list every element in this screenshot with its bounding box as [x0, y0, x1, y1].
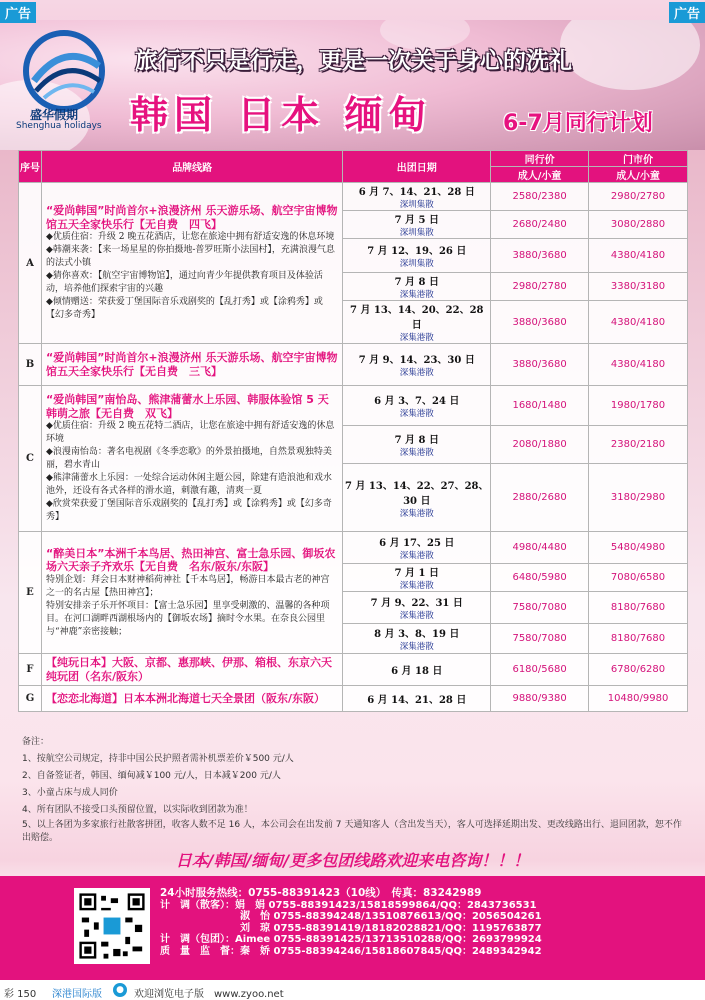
table-row: [19, 344, 688, 386]
header-no: 序号: [19, 151, 42, 183]
peer-price: 3880/3680: [491, 301, 589, 344]
route-description: [41, 532, 342, 654]
route-title: 【恋恋北海道】日本本洲北海道七天全景团（阪东/东阪）: [45, 691, 325, 705]
contact-line: 计 调（散客）：娟 娟 0755-88391423/15818599864/QQ：2843736531: [160, 899, 537, 911]
route-highlight: ◆倾情赠送：荣获爱丁堡国际音乐戏剧奖的【乱打秀】或【涂鸦秀】或【幻多奇秀】: [45, 297, 323, 320]
notes-title: 备注：: [22, 737, 50, 747]
hotline: 24小时服务热线：0755-88391423（10线） 传真：83242989: [160, 887, 482, 899]
departure-port: 深集港散: [399, 551, 434, 561]
table-row: [19, 654, 688, 686]
route-highlight: ◆熊津蒲蕾水上乐园：一处综合运动休闲主题公园，除建有造浪池和戏水池外，还设有各式各样的滑水道，刺激有趣，清爽一夏: [45, 473, 332, 496]
departure-port: 深集港散: [399, 642, 434, 652]
departure-date-cell: [343, 386, 491, 426]
departure-date-cell: [343, 624, 491, 654]
group-id: C: [19, 386, 42, 532]
route-highlight: ◆猜你喜欢：【航空宇宙博物馆】，通过向青少年提供教育项目及体验活动，培养他们探索宇宙的兴趣: [45, 271, 323, 294]
route-description: [41, 183, 342, 344]
globe-icon: ●: [113, 983, 127, 997]
departure-dates: 7 月 5 日: [394, 215, 439, 226]
header-date: 出团日期: [343, 151, 491, 183]
departure-port: 深集港散: [399, 611, 434, 621]
departure-date-cell: [343, 592, 491, 624]
brand-name: 盛华假期: [30, 108, 79, 122]
departure-date-cell: [343, 273, 491, 301]
departure-dates: 7 月 1 日: [394, 568, 439, 579]
peer-price: 2980/2780: [491, 273, 589, 301]
header-route: 品牌线路: [41, 151, 342, 183]
peer-price: 7580/7080: [491, 592, 589, 624]
retail-price: 4380/4180: [589, 239, 688, 273]
page-title: 韩国 日本 缅甸: [130, 93, 433, 137]
itinerary-table: [18, 150, 688, 712]
route-highlight: ◆韩潮来袭：【来一场星星的你拍摄地-普罗旺斯小法国村】，充满浪漫气息的法式小镇: [45, 245, 335, 268]
peer-price: 2880/2680: [491, 464, 589, 532]
table-row: [19, 386, 688, 426]
departure-dates: 7 月 12、19、26 日: [367, 246, 467, 257]
header-peer-sub: 成人/小童: [491, 167, 589, 183]
departure-dates: 6 月 14、21、28 日: [367, 695, 467, 706]
peer-price: 1680/1480: [491, 386, 589, 426]
departure-port: 深集港散: [399, 448, 434, 458]
route-title: “醉美日本”本洲千本鸟居、热田神宫、富士急乐园、御坂农场六天亲子齐欢乐【无自费 名东/阪东/东阪】: [45, 546, 336, 573]
route-title: 【纯玩日本】大阪、京都、惠那峡、伊那、箱根、东京六天纯玩团（名东/阪东）: [45, 656, 332, 683]
departure-port: 深圳集散: [399, 228, 434, 238]
brand-name-en: Shenghua holidays: [16, 121, 102, 131]
retail-price: 7080/6580: [589, 564, 688, 592]
slogan: 旅行不只是行走，更是一次关于身心的洗礼: [135, 48, 572, 74]
departure-date-cell: [343, 686, 491, 712]
note-item: 3、小童占床与成人同价: [22, 788, 118, 798]
peer-price: 2680/2480: [491, 211, 589, 239]
group-id: A: [19, 183, 42, 344]
retail-price: 2380/2180: [589, 426, 688, 464]
departure-dates: 7 月 8 日: [394, 277, 439, 288]
itinerary-rows: [19, 183, 688, 712]
call-to-action: 日本/韩国/缅甸/更多包团线路欢迎来电咨询！！！: [175, 851, 530, 870]
route-title: “爱尚韩国”时尚首尔+浪漫济州 乐天游乐场、航空宇宙博物馆五天全家快乐行【无自费 四飞】: [45, 204, 338, 231]
peer-price: 2080/1880: [491, 426, 589, 464]
group-id: F: [19, 654, 42, 686]
qr-code-icon: [74, 888, 150, 964]
departure-date-cell: [343, 564, 491, 592]
departure-dates: 7 月 9、14、23、30 日: [358, 355, 475, 366]
group-id: G: [19, 686, 42, 712]
departure-date-cell: [343, 532, 491, 564]
departure-date-cell: [343, 301, 491, 344]
table-row: [19, 532, 688, 564]
peer-price: 6480/5980: [491, 564, 589, 592]
departure-dates: 6 月 18 日: [391, 666, 443, 677]
contact-line: 质 量 监 督：秦 娇 0755-88394246/15818607845/QQ：2489342942: [160, 945, 542, 957]
departure-port: 深集港散: [399, 409, 434, 419]
departure-date-cell: [343, 211, 491, 239]
departure-dates: 7 月 13、14、20、22、28 日: [350, 305, 484, 331]
retail-price: 3180/2980: [589, 464, 688, 532]
peer-price: 7580/7080: [491, 624, 589, 654]
contact-line: 刘 琼 0755-88391419/18182028821/QQ：1195763877: [160, 922, 542, 934]
retail-price: 2980/2780: [589, 183, 688, 211]
retail-price: 10480/9980: [589, 686, 688, 712]
departure-port: 深集港散: [399, 290, 434, 300]
header-retail-sub: 成人/小童: [589, 167, 688, 183]
route-highlight: 特别安排亲子乐开怀项目：【富士急乐园】里享受刺激的、温馨的各种项目。在河口湖畔西湖根场内的【御坂农场】摘时令水果。在奈良公园里与“神鹿”亲密接触；: [45, 600, 330, 637]
edition-name: 深港国际版: [52, 989, 102, 1000]
note-item: 4、所有团队不接受口头预留位置，以实际收到团款为准！: [22, 805, 253, 815]
departure-dates: 8 月 3、8、19 日: [374, 629, 460, 640]
page-number: 彩 150: [4, 989, 37, 1000]
note-item: 5、以上各团为多家旅行社散客拼团，收客人数不足 16 人，本公司会在出发前 7 天通知客人（含出发当天），客人可选择延期出发、更改线路出行、退回团款，恕不作出赔偿。: [22, 820, 682, 843]
header-retail-price: 门市价: [589, 151, 688, 167]
route-highlight: ◆浪漫南怡岛：著名电视剧《冬季恋歌》的外景拍摄地，自然景观独特美丽，碧水青山: [45, 447, 332, 470]
page-subtitle: 6-7月同行计划: [503, 111, 653, 136]
departure-dates: 6 月 17、25 日: [379, 538, 455, 549]
retail-price: 3080/2880: [589, 211, 688, 239]
bottom-bar: [0, 982, 705, 1000]
route-highlight: ◆欣赏荣获爱丁堡国际音乐戏剧奖的【乱打秀】或【涂鸦秀】或【幻多奇秀】: [45, 499, 332, 522]
departure-port: 深圳集散: [399, 200, 434, 210]
retail-price: 8180/7680: [589, 624, 688, 654]
retail-price: 5480/4980: [589, 532, 688, 564]
route-highlight: 特别企划：拜会日本财神稻荷神社【千本鸟居】，畅游日本最古老的神宫之一的名古屋【热田神宫】；: [45, 574, 330, 598]
departure-port: 深集港散: [399, 508, 434, 519]
contact-line: 淑 怡 0755-88394248/13510876613/QQ：2056504261: [160, 911, 542, 923]
departure-date-cell: [343, 183, 491, 211]
retail-price: 4380/4180: [589, 344, 688, 386]
departure-date-cell: [343, 239, 491, 273]
header-banner: [0, 20, 705, 150]
route-description: [41, 654, 342, 686]
contact-list: [160, 888, 700, 958]
route-title: “爱尚韩国”时尚首尔+浪漫济州 乐天游乐场、航空宇宙博物馆五天全家快乐行【无自费 三飞】: [45, 351, 338, 378]
ad-label-right: 广告: [669, 2, 705, 23]
departure-dates: 7 月 9、22、31 日: [370, 598, 463, 609]
departure-dates: 7 月 8 日: [394, 435, 439, 446]
notes: [22, 734, 682, 845]
peer-price: 9880/9380: [491, 686, 589, 712]
ad-label-left: 广告: [0, 2, 36, 23]
departure-dates: 7 月 13、14、22、27、28、30 日: [345, 480, 489, 507]
departure-date-cell: [343, 464, 491, 532]
departure-date-cell: [343, 426, 491, 464]
retail-price: 1980/1780: [589, 386, 688, 426]
route-description: [41, 344, 342, 386]
retail-price: 6780/6280: [589, 654, 688, 686]
table-row: [19, 686, 688, 712]
retail-price: 4380/4180: [589, 301, 688, 344]
departure-dates: 6 月 7、14、21、28 日: [358, 187, 475, 198]
route-title: “爱尚韩国”南怡岛、熊津蒲蕾水上乐园、韩服体验馆 5 天韩萌之旅【无自费 双飞】: [45, 393, 329, 420]
departure-date-cell: [343, 654, 491, 686]
route-description: [41, 686, 342, 712]
peer-price: 2580/2380: [491, 183, 589, 211]
note-item: 2、自备签证者，韩国、缅甸减￥100 元/人，日本减￥200 元/人: [22, 771, 281, 781]
departure-port: 深圳集散: [399, 259, 434, 269]
note-item: 1、按航空公司规定，持非中国公民护照者需补机票差价￥500 元/人: [22, 754, 294, 764]
peer-price: 3880/3680: [491, 239, 589, 273]
peer-price: 4980/4480: [491, 532, 589, 564]
table-row: [19, 183, 688, 211]
contact-line: 计 调（包团）：Aimee 0755-88391425/13713510288/QQ：2693799924: [160, 934, 542, 946]
route-highlight: ◆优质住宿：升级 2 晚五花特二酒店，让您在旅途中拥有舒适安逸的休息环境: [45, 421, 335, 444]
group-id: B: [19, 344, 42, 386]
header-peer-price: 同行价: [491, 151, 589, 167]
group-id: E: [19, 532, 42, 654]
route-description: [41, 386, 342, 532]
peer-price: 6180/5680: [491, 654, 589, 686]
departure-dates: 6 月 3、7、24 日: [374, 396, 460, 407]
departure-port: 深集港散: [399, 333, 434, 343]
peer-price: 3880/3680: [491, 344, 589, 386]
retail-price: 8180/7680: [589, 592, 688, 624]
route-highlight: ◆优质住宿：升级 2 晚五花酒店，让您在旅途中拥有舒适安逸的休息环境: [45, 232, 335, 242]
departure-port: 深集港散: [399, 581, 434, 591]
blossom-decoration: [560, 20, 700, 90]
retail-price: 3380/3180: [589, 273, 688, 301]
contact-footer: [0, 876, 705, 980]
departure-date-cell: [343, 344, 491, 386]
departure-port: 深集港散: [399, 368, 434, 378]
website-text: 欢迎浏览电子版 www.zyoo.net: [134, 989, 284, 1000]
